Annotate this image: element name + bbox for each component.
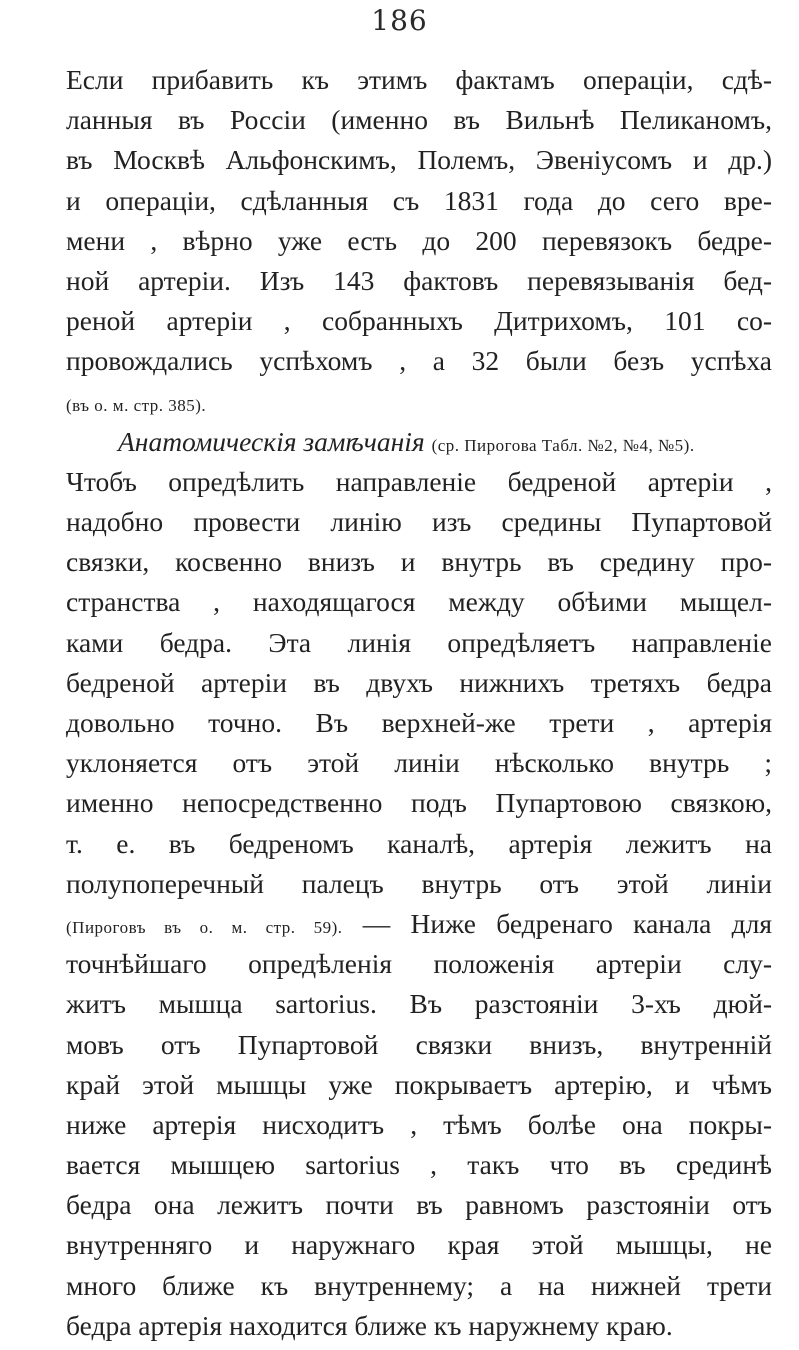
text-line: и операціи, сдѣланныя съ 1831 года до сего вре- [66, 184, 772, 216]
text-line: связки, косвенно внизъ и внутрь въ средину про- [66, 546, 772, 578]
text-line: полупоперечный палецъ внутрь отъ этой линіи [66, 867, 772, 899]
text-line: уклоняется отъ этой линіи нѣсколько внутрь ; [66, 747, 772, 779]
text-line: Чтобъ опредѣлить направленіе бедреной артеріи , [66, 465, 772, 497]
text-line: внутренняго и наружнаго края этой мышцы, не [66, 1229, 772, 1261]
text-line: надобно провести линію изъ средины Пупартовой [66, 506, 772, 538]
text-line: т. е. въ бедреномъ каналѣ, артерія лежитъ на [66, 827, 772, 859]
text-line: ками бедра. Эта линія опредѣляетъ направленіе [66, 626, 772, 658]
text-line: Если прибавить къ этимъ фактамъ операціи, сдѣ- [66, 64, 772, 95]
text-fragment: — Ниже бедренаго канала для [342, 907, 772, 939]
text-line: провождались успѣхомъ , а 32 были безъ успѣха [66, 345, 772, 377]
section-heading-line [66, 422, 772, 462]
text-line: бедра она лежитъ почти въ равномъ разстояніи отъ [66, 1189, 772, 1221]
text-line: въ Москвѣ Альфонскимъ, Полемъ, Эвеніусомъ и др.) [66, 144, 772, 176]
text-line: бедра артерія находится ближе къ наружнему краю. [66, 1309, 673, 1341]
text-line: край этой мышцы уже покрываетъ артерію, и чѣмъ [66, 1068, 772, 1100]
text-line: точнѣйшаго опредѣленія положенія артеріи слу- [66, 948, 772, 980]
source-reference: (Пироговъ въ о. м. стр. 59). [66, 917, 343, 937]
text-line: странства , находящагося между обѣими мыщел- [66, 586, 772, 618]
text-line: много ближе къ внутреннему; а на нижней трети [66, 1269, 772, 1301]
section-heading: Анатомическія замѣчанія [118, 425, 425, 457]
text-line: мовъ отъ Пупартовой связки внизъ, внутренній [66, 1028, 772, 1060]
text-line: реной артеріи , собранныхъ Дитрихомъ, 101 со- [66, 305, 772, 337]
body-text [66, 60, 772, 1346]
text-line: ной артеріи. Изъ 143 фактовъ перевязыванія бед- [66, 264, 772, 296]
text-line: бедреной артеріи въ двухъ нижнихъ третяхъ бедра [66, 666, 772, 698]
text-line: житъ мышца sartorius. Въ разстояніи 3-хъ дюй- [66, 988, 772, 1020]
heading-reference: (ср. Пирогова Табл. №2, №4, №5). [431, 435, 695, 455]
text-line: довольно точно. Въ верхней-же трети , артерія [66, 707, 772, 738]
text-line: вается мышцею sartorius , такъ что въ срединѣ [66, 1149, 772, 1181]
text-line [66, 904, 772, 944]
text-line: ланныя въ Россіи (именно въ Вильнѣ Пеликаномъ, [66, 104, 772, 136]
text-line: ниже артерія нисходитъ , тѣмъ болѣе она покры- [66, 1108, 772, 1140]
reference-line [66, 382, 772, 422]
source-reference: (въ о. м. стр. 385). [66, 395, 207, 415]
text-line: мени , вѣрно уже есть до 200 перевязокъ бедре- [66, 224, 772, 256]
page-number: 186 [371, 4, 428, 37]
text-line: именно непосредственно подъ Пупартовою связкою, [66, 787, 772, 819]
